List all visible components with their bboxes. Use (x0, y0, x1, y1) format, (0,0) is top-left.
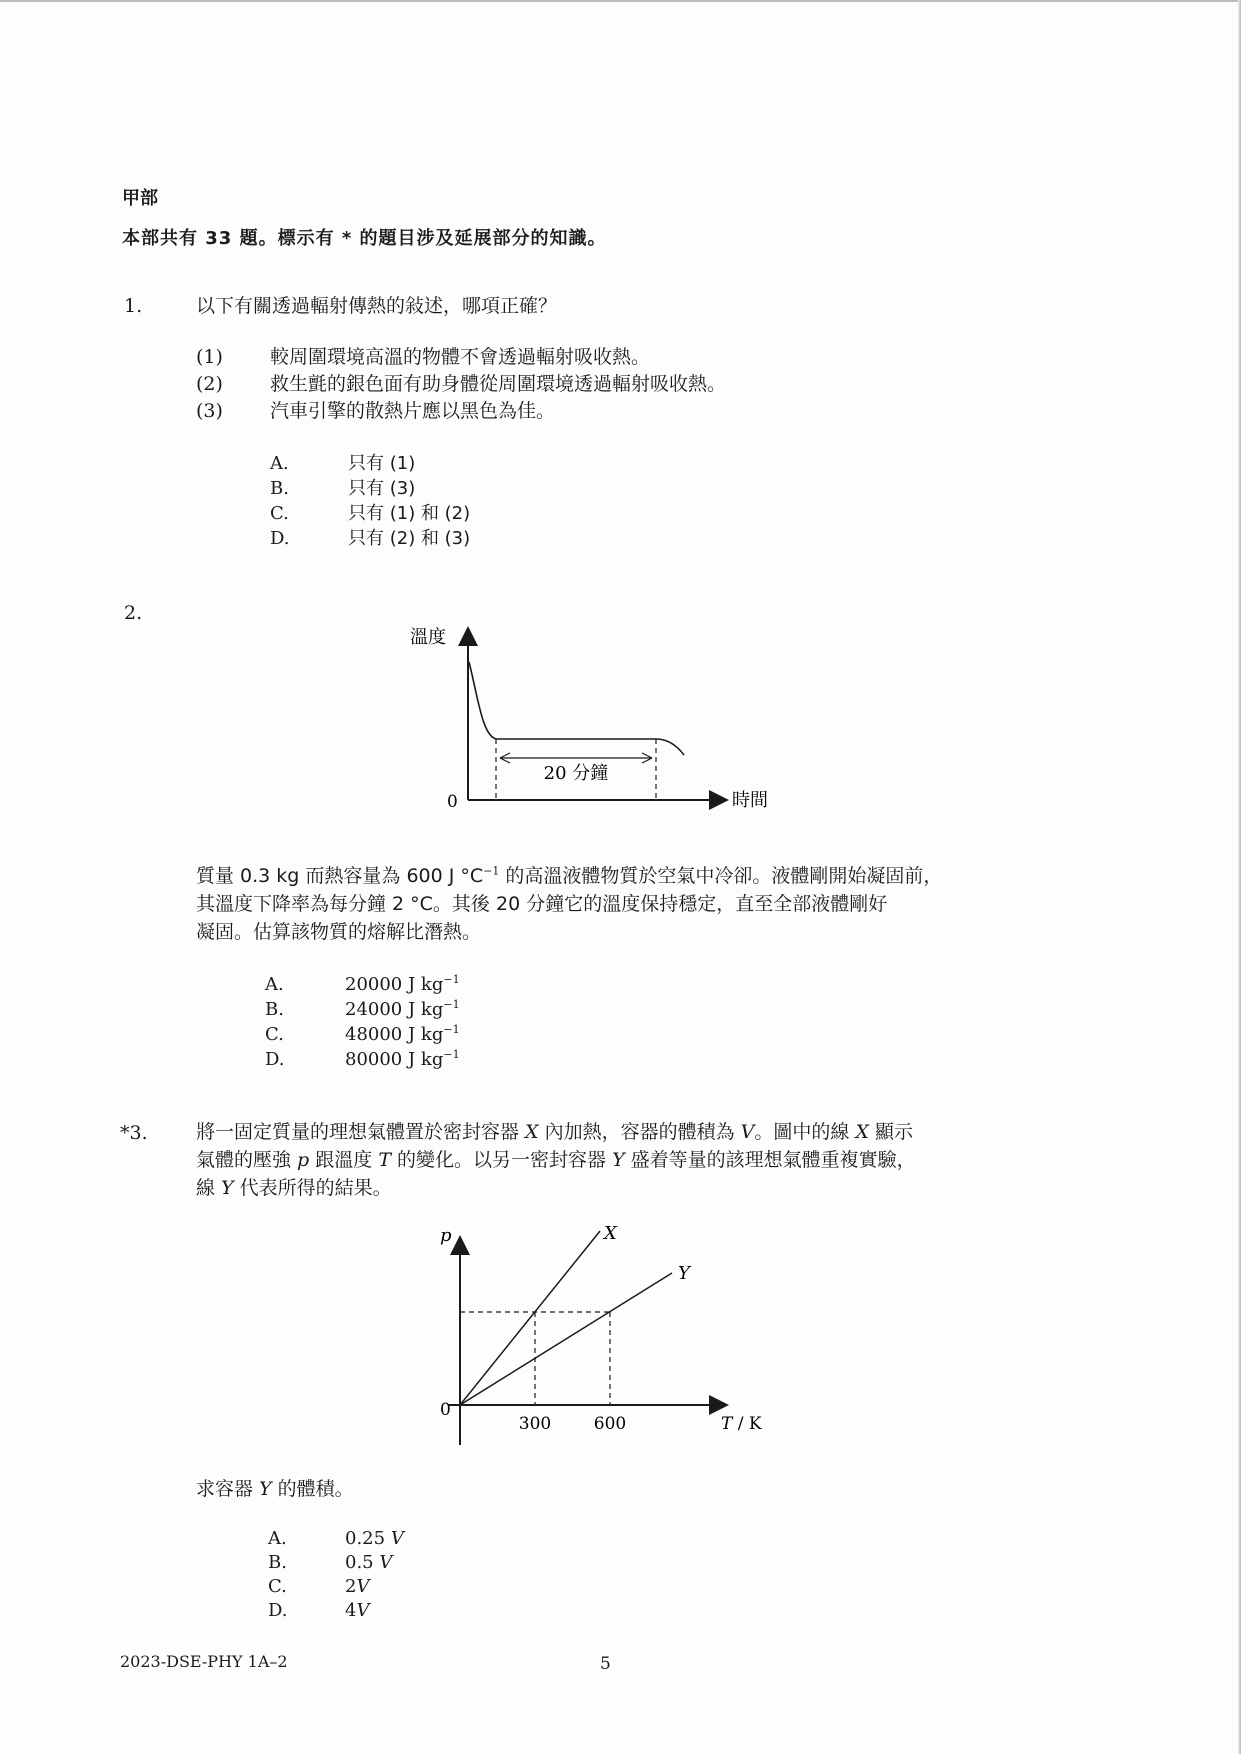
q2-exponent: −1 (483, 864, 500, 878)
section-instruction: 本部共有 33 題。標示有 * 的題目涉及延展部分的知識。 (122, 228, 607, 249)
q2-stem-line: 質量 0.3 kg 而熱容量為 600 J °C (196, 865, 484, 887)
q3-y-label: p (440, 1225, 452, 1246)
footer-exam-code: 2023-DSE-PHY 1A–2 (120, 1652, 288, 1671)
q1-option-letter: D. (270, 528, 290, 549)
q2-option-letter: A. (265, 974, 284, 995)
q2-option-letter: D. (265, 1049, 285, 1070)
q3-number: *3. (120, 1122, 148, 1144)
q2-option-text: 48000 J $kg^{-1}$ (345, 1023, 460, 1045)
q2-number: 2. (124, 602, 143, 624)
q3-option-text: 2V (345, 1576, 370, 1597)
q3-line-x-label: X (604, 1223, 617, 1244)
q2-option-letter: C. (265, 1024, 284, 1045)
q3-tick-label: 300 (518, 1414, 552, 1434)
q3-line-y (460, 1273, 672, 1405)
q1-option-text: 只有 (1) 和 (2) (348, 503, 471, 524)
q2-option-letter: B. (265, 999, 284, 1020)
q1-statement-text: 救生氈的銀色面有助身體從周圍環境透過輻射吸收熱。 (270, 373, 727, 395)
footer-page-number: 5 (600, 1654, 611, 1674)
q1-statement-num: (2) (196, 373, 223, 395)
q2-stem-line: 其溫度下降率為每分鐘 2 °C。其後 20 分鐘它的溫度保持穩定，直至全部液體剛好 (196, 893, 888, 915)
q3-pressure-temperature-graph (420, 1215, 780, 1455)
q2-interval-label: 20 分鐘 (543, 763, 609, 784)
q3-option-letter: A. (268, 1528, 287, 1549)
section-title: 甲部 (122, 188, 158, 209)
q3-option-text: 0.5 V (345, 1552, 393, 1573)
q1-option-letter: C. (270, 503, 289, 524)
scan-edge-top (0, 0, 1241, 2)
q3-stem: 將一固定質量的理想氣體置於密封容器 X 內加熱，容器的體積為 V。圖中的線 X 顯示 氣體的壓強 p 跟溫度 T 的變化。以另一密封容器 Y 盛着等量的該理想氣體重複實驗， 線 Y 代表所得的結果。 (196, 1121, 916, 1199)
q2-cooling-curve (469, 662, 684, 755)
q2-cooling-graph (400, 615, 800, 825)
q3-line-x (460, 1231, 600, 1405)
q2-stem (196, 862, 1076, 946)
q3-option-letter: B. (268, 1552, 287, 1573)
q3-origin-label: 0 (440, 1400, 451, 1420)
q2-x-label: 時間 (732, 790, 768, 811)
q3-option-text: 0.25 V (345, 1528, 404, 1549)
q2-y-label: 溫度 (410, 627, 446, 648)
q1-statement-text: 汽車引擎的散熱片應以黑色為佳。 (270, 400, 556, 422)
q2-stem-line: 的高溫液體物質於空氣中冷卻。液體剛開始凝固前， (505, 865, 943, 887)
q3-option-text: 4V (345, 1600, 370, 1621)
q3-x-label: T / K (721, 1414, 762, 1434)
q3-line-y-label: Y (678, 1263, 690, 1284)
q2-stem-line: 凝固。估算該物質的熔解比潛熱。 (196, 921, 482, 943)
q3-tick-label: 600 (593, 1414, 627, 1434)
q1-statement-num: (3) (196, 400, 223, 422)
q3-option-letter: C. (268, 1576, 287, 1597)
q2-option-text: 80000 J $kg^{-1}$ (345, 1048, 460, 1070)
q3-question: 求容器 Y 的體積。 (196, 1478, 354, 1500)
q1-stem: 以下有關透過輻射傳熱的敍述，哪項正確？ (196, 295, 558, 317)
q1-option-text: 只有 (2) 和 (3) (348, 528, 471, 549)
q1-statement-num: (1) (196, 346, 223, 368)
q2-option-text: 20000 J $kg^{-1}$ (345, 973, 460, 995)
q2-option-text: 24000 J $kg^{-1}$ (345, 998, 460, 1020)
q1-option-letter: A. (270, 453, 289, 474)
q3-option-letter: D. (268, 1600, 288, 1621)
q1-statement-text: 較周圍環境高溫的物體不會透過輻射吸收熱。 (270, 346, 651, 368)
q2-origin-label: 0 (447, 792, 458, 812)
q1-option-letter: B. (270, 478, 289, 499)
q1-option-text: 只有 (1) (348, 453, 416, 474)
q1-option-text: 只有 (3) (348, 478, 416, 499)
q1-number: 1. (124, 295, 143, 317)
